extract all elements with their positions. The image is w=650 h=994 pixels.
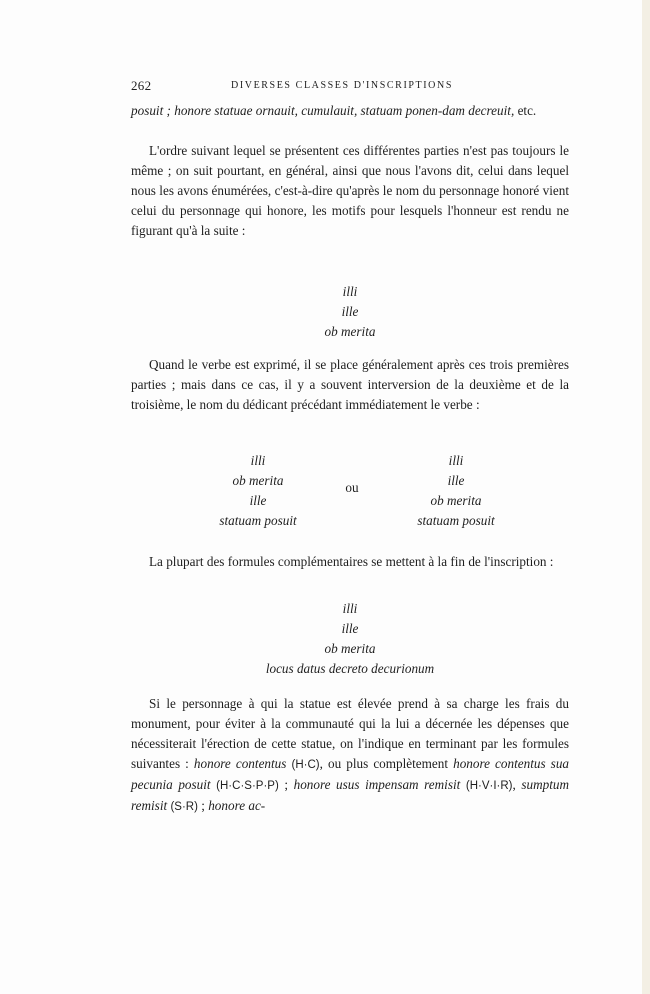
formula2-left-line: statuam posuit <box>219 513 297 528</box>
para5-latin-formula: honore contentus <box>193 756 287 771</box>
para5-abbreviation: (H·C·S·P·P) <box>216 780 279 792</box>
formula2-right-line: ille <box>447 473 465 488</box>
formula3-line: ob merita <box>324 641 376 656</box>
para5-text <box>131 694 569 817</box>
formula1-line: ob merita <box>324 324 376 339</box>
para5-text-part: Si le personnage à qui la statue est élevée prend à sa charge les frais du monument, pour éviter à la communauté qui la lui a décernée les dépenses que nécessiterait l'érection de cette statue, on l'indique en terminant par les formules suivantes : <box>131 696 569 771</box>
formula2-right-line: statuam posuit <box>417 513 495 528</box>
para5-abbreviation: (H·V·I·R) <box>465 780 513 792</box>
formula3-line: illi <box>342 601 358 616</box>
para5-abbreviation: (S·R) <box>170 801 198 813</box>
para1-tail: etc. <box>514 103 537 118</box>
paragraph-2 <box>131 141 569 241</box>
para4-text: La plupart des formules complémentaires se mettent à la fin de l'inscription : <box>149 554 554 569</box>
paragraph-1 <box>131 101 569 121</box>
formula-1 <box>131 282 569 342</box>
page-number: 262 <box>131 78 152 93</box>
para3-text: Quand le verbe est exprimé, il se place généralement après ces trois premières parties ; mais dans ce cas, il y a souvent interversion de la deuxième et de la troisième, le nom du dédicant précédant immédiatement le verbe : <box>131 357 569 412</box>
formula1-line: ille <box>341 304 359 319</box>
formula2-right-column <box>381 451 531 531</box>
para2-text: L'ordre suivant lequel se présentent ces différentes parties n'est pas toujours le même ; on suit pourtant, en général, ainsi que nous l'avons dit, celui dans lequel nous les avons énumérées, c'est-à-dire qu'après le nom du personnage honoré vient celui du personnage qui honore, les motifs pour lesquels l'honneur est rendu ne figurant qu'à la suite : <box>131 143 569 238</box>
para1-italic: posuit ; honore statuae ornauit, cumulauit, statuam ponen-dam decreuit, <box>131 103 515 118</box>
para5-text-part: ; <box>278 777 294 792</box>
paragraph-5 <box>131 694 569 817</box>
para5-latin-formula: honore ac- <box>208 798 266 813</box>
formula-2 <box>131 451 569 531</box>
page-edge <box>642 0 650 994</box>
para5-abbreviation: (H·C) <box>291 759 320 771</box>
formula2-left-line: ille <box>249 493 267 508</box>
formula2-left-line: ob merita <box>232 473 284 488</box>
formula2-left-column <box>183 451 333 531</box>
para5-latin-formula: sumptum remisit <box>131 777 570 813</box>
formula1-line: illi <box>342 284 358 299</box>
formula-3 <box>131 599 569 679</box>
formula2-ou: ou <box>345 480 359 495</box>
formula2-right-line: illi <box>448 453 464 468</box>
paragraph-3 <box>131 355 569 415</box>
formula3-line: locus datus decreto decurionum <box>265 661 435 676</box>
para5-text-part: , ou plus complètement <box>319 756 454 771</box>
formula2-right-line: ob merita <box>430 493 482 508</box>
formula2-left-line: illi <box>250 453 266 468</box>
para5-text-part: , <box>512 777 522 792</box>
page-header <box>131 78 569 96</box>
para5-latin-formula: honore usus impensam remisit <box>293 777 461 792</box>
running-head: DIVERSES CLASSES D'INSCRIPTIONS <box>231 80 453 91</box>
para5-text-part: ; <box>197 798 209 813</box>
formula3-line: ille <box>341 621 359 636</box>
paragraph-4 <box>131 552 569 572</box>
para5-latin-formula: honore contentus sua pecunia posuit <box>131 756 570 792</box>
